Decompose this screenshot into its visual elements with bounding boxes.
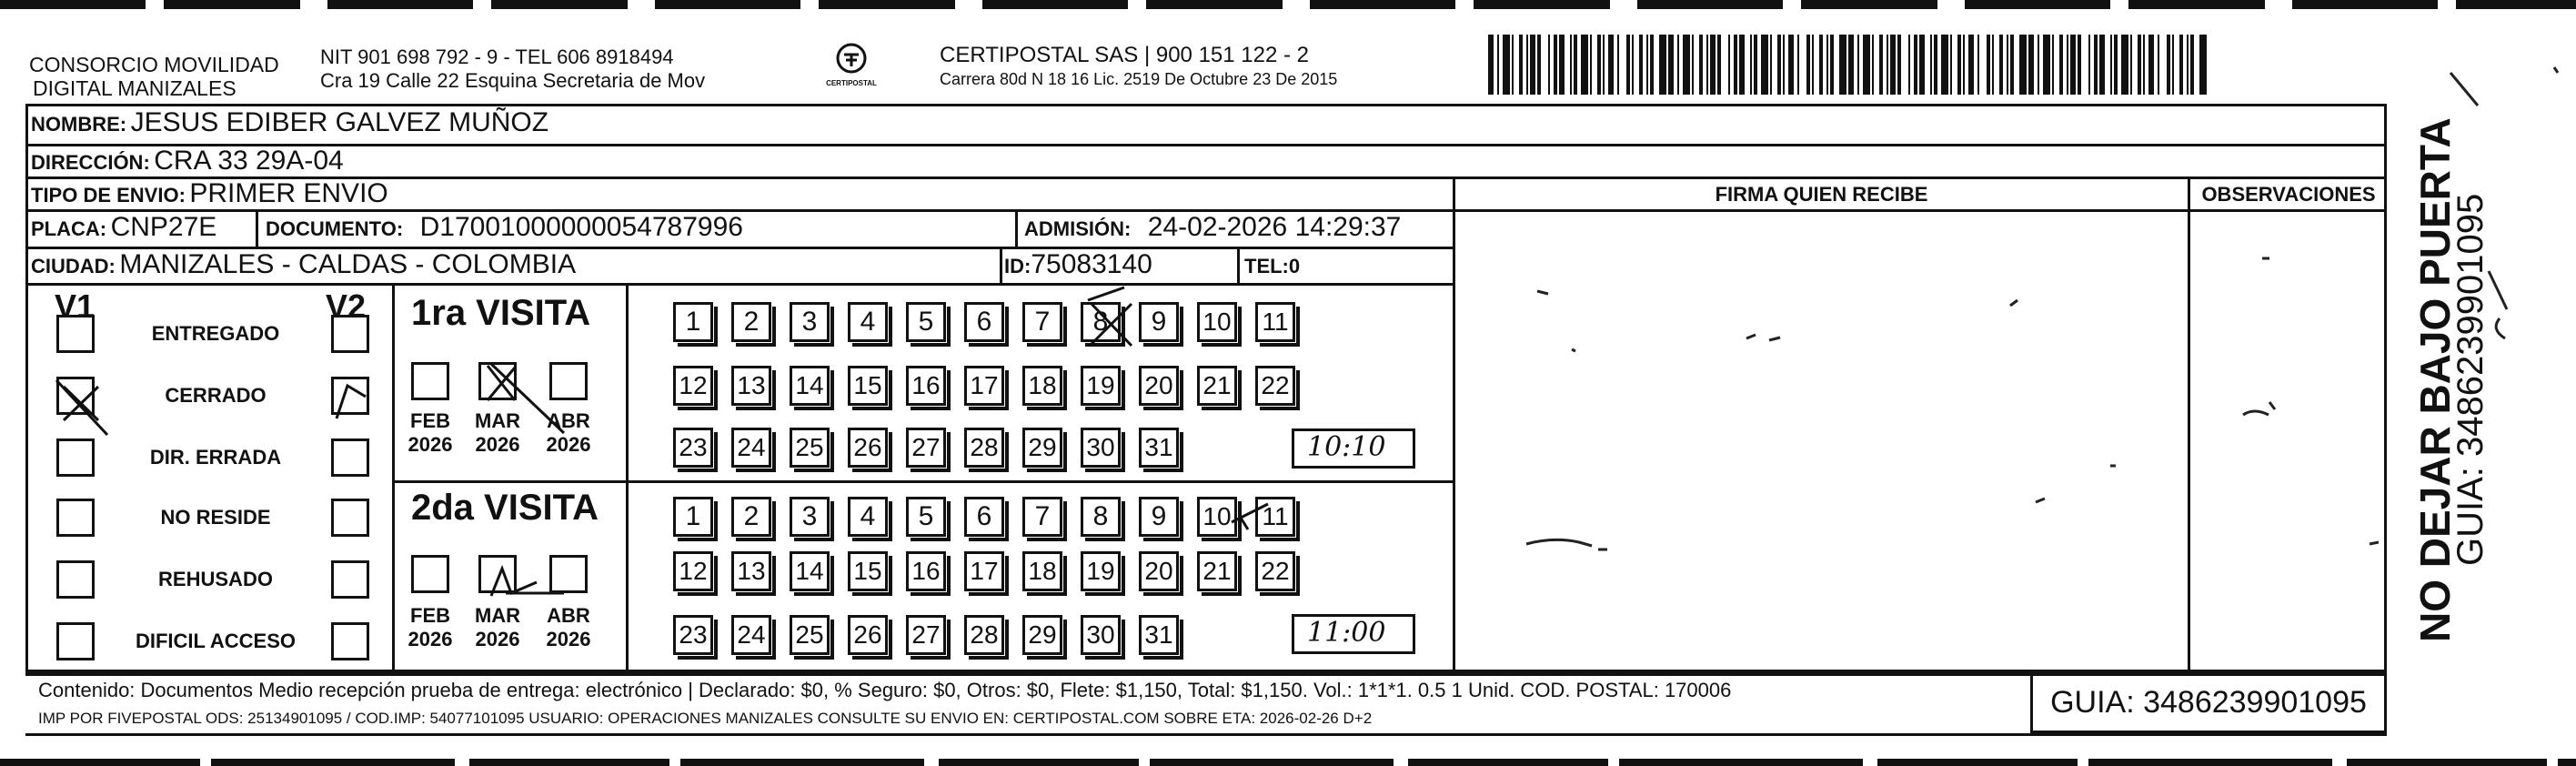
tipo-label: TIPO DE ENVIO: (31, 184, 186, 207)
placa-value: CNP27E (110, 212, 217, 242)
ciudad-value: MANIZALES - CALDAS - COLOMBIA (119, 249, 577, 279)
day-box[interactable]: 26 (848, 428, 888, 468)
direccion-value: CRA 33 29A-04 (154, 146, 344, 176)
contact-line: Cra 19 Calle 22 Esquina Secretaria de Mov (320, 69, 706, 92)
month-year: 2026 (546, 628, 591, 650)
documento-label: DOCUMENTO: (266, 217, 404, 240)
side-warning: NO DEJAR BAJO PUERTA (2411, 117, 2459, 642)
day-box[interactable]: 22 (1255, 366, 1295, 406)
day-box[interactable]: 21 (1197, 366, 1237, 406)
visit2-time: 11:00 (1307, 617, 1386, 649)
month-year: 2026 (408, 628, 453, 650)
month-name: ABR (547, 409, 590, 432)
day-box[interactable]: 9 (1139, 497, 1179, 537)
observaciones-header: OBSERVACIONES (2201, 183, 2376, 206)
day-box[interactable]: 13 (731, 551, 771, 591)
day-box[interactable]: 16 (906, 551, 946, 591)
logo-text: CERTIPOSTAL (826, 79, 877, 87)
day-box[interactable]: 30 (1081, 428, 1121, 468)
day-box[interactable]: 27 (906, 428, 946, 468)
day-box[interactable]: 15 (848, 551, 888, 591)
day-box[interactable]: 24 (731, 428, 771, 468)
tel-label: TEL: (1244, 255, 1289, 277)
month-name: FEB (410, 409, 450, 432)
day-box[interactable]: 19 (1081, 366, 1121, 406)
day-box[interactable]: 25 (790, 615, 830, 655)
visit1-title: 1ra VISITA (411, 293, 591, 333)
ciudad-label: CIUDAD: (31, 255, 116, 277)
day-box[interactable]: 12 (673, 366, 713, 406)
day-box[interactable]: 31 (1139, 428, 1179, 468)
day-box[interactable]: 8 (1081, 497, 1121, 537)
day-box[interactable]: 11 (1255, 497, 1295, 537)
status-option-label: DIFICIL ACCESO (135, 630, 296, 652)
month-year: 2026 (408, 433, 453, 456)
company-line: CONSORCIO MOVILIDAD (29, 53, 279, 76)
day-box[interactable]: 3 (790, 302, 830, 342)
id-value: 75083140 (1031, 249, 1152, 279)
visit1-time: 10:10 (1307, 431, 1386, 463)
month-name: FEB (410, 604, 450, 627)
day-box[interactable]: 7 (1022, 497, 1062, 537)
day-box[interactable]: 5 (906, 497, 946, 537)
day-box[interactable]: 10 (1197, 302, 1237, 342)
day-box[interactable]: 4 (848, 497, 888, 537)
day-box[interactable]: 30 (1081, 615, 1121, 655)
side-guia: GUIA: 3486239901095 (2450, 193, 2490, 566)
company-line: DIGITAL MANIZALES (33, 76, 236, 100)
month-year: 2026 (546, 433, 591, 456)
courier-line: Carrera 80d N 18 16 Lic. 2519 De Octubre 23 De 2015 (940, 70, 1338, 88)
day-box[interactable]: 6 (964, 302, 1004, 342)
day-box[interactable]: 18 (1022, 366, 1062, 406)
id-label: ID: (1004, 255, 1031, 277)
day-box[interactable]: 27 (906, 615, 946, 655)
documento-value: D17001000000054787996 (419, 212, 743, 242)
day-box[interactable]: 11 (1255, 302, 1295, 342)
courier-line: CERTIPOSTAL SAS | 900 151 122 - 2 (940, 43, 1309, 67)
month-year: 2026 (475, 433, 520, 456)
v1-label: V1 (55, 287, 96, 325)
day-box[interactable]: 2 (731, 302, 771, 342)
status-option-label: DIR. ERRADA (149, 446, 282, 469)
v2-label: V2 (326, 287, 367, 325)
day-box[interactable]: 26 (848, 615, 888, 655)
day-box[interactable]: 23 (673, 615, 713, 655)
firma-header: FIRMA QUIEN RECIBE (1715, 183, 1928, 206)
day-box[interactable]: 13 (731, 366, 771, 406)
day-box[interactable]: 31 (1139, 615, 1179, 655)
day-box[interactable]: 24 (731, 615, 771, 655)
day-box[interactable]: 1 (673, 497, 713, 537)
day-box[interactable]: 28 (964, 428, 1004, 468)
tipo-value: PRIMER ENVIO (189, 178, 388, 208)
day-box[interactable]: 12 (673, 551, 713, 591)
status-option-label: ENTREGADO (151, 322, 280, 345)
day-box[interactable]: 20 (1139, 551, 1179, 591)
day-box[interactable]: 17 (964, 366, 1004, 406)
day-box[interactable]: 29 (1022, 428, 1062, 468)
day-box[interactable]: 4 (848, 302, 888, 342)
day-box[interactable]: 28 (964, 615, 1004, 655)
visit2-title: 2da VISITA (411, 488, 599, 528)
day-box[interactable]: 29 (1022, 615, 1062, 655)
month-year: 2026 (475, 628, 520, 650)
month-name: ABR (547, 604, 590, 627)
day-box[interactable]: 1 (673, 302, 713, 342)
nombre-label: NOMBRE: (31, 113, 127, 136)
day-box[interactable]: 6 (964, 497, 1004, 537)
contact-line: NIT 901 698 792 - 9 - TEL 606 8918494 (320, 45, 674, 68)
day-box[interactable]: 8 (1081, 302, 1121, 342)
day-box[interactable]: 20 (1139, 366, 1179, 406)
day-box[interactable]: 25 (790, 428, 830, 468)
day-box[interactable]: 9 (1139, 302, 1179, 342)
day-box[interactable]: 22 (1255, 551, 1295, 591)
day-box[interactable]: 15 (848, 366, 888, 406)
footer-line2: IMP POR FIVEPOSTAL ODS: 25134901095 / COD.IMP: 54077101095 USUARIO: OPERACIONES MANIZALES CONSULTE SU ENVIO EN: CERTIPOSTAL.COM SOBRE ETA: 2026-02-26 D+2 (38, 710, 1373, 727)
direccion-label: DIRECCIÓN: (31, 151, 150, 174)
day-box[interactable]: 23 (673, 428, 713, 468)
status-option-label: CERRADO (165, 384, 267, 407)
tel-value: 0 (1288, 255, 1301, 277)
day-box[interactable]: 2 (731, 497, 771, 537)
footer-line1: Contenido: Documentos Medio recepción prueba de entrega: electrónico | Declarado: $0, % Seguro: $0, Otros: $0, Flete: $1,150, Total: $1,150. Vol.: 1*1*1. 0.5 1 Unid. COD. POSTAL: 170006 (38, 679, 1732, 701)
nombre-value: JESUS EDIBER GALVEZ MUÑOZ (130, 107, 549, 137)
month-name: MAR (474, 409, 521, 432)
day-box[interactable]: 3 (790, 497, 830, 537)
day-box[interactable]: 21 (1197, 551, 1237, 591)
day-box[interactable]: 17 (964, 551, 1004, 591)
day-box[interactable]: 14 (790, 366, 830, 406)
status-option-label: NO RESIDE (160, 506, 271, 529)
admision-label: ADMISIÓN: (1024, 217, 1132, 240)
day-box[interactable]: 5 (906, 302, 946, 342)
day-box[interactable]: 14 (790, 551, 830, 591)
admision-value: 24-02-2026 14:29:37 (1147, 212, 1402, 242)
day-box[interactable]: 7 (1022, 302, 1062, 342)
day-box[interactable]: 19 (1081, 551, 1121, 591)
bottom-tear-edge (0, 759, 2576, 766)
footer-guia: GUIA: 3486239901095 (2050, 685, 2367, 720)
day-box[interactable]: 16 (906, 366, 946, 406)
top-tear-edge (0, 0, 2576, 9)
status-option-label: REHUSADO (158, 568, 273, 590)
month-name: MAR (474, 604, 521, 627)
day-box[interactable]: 10 (1197, 497, 1237, 537)
placa-label: PLACA: (31, 217, 107, 240)
day-box[interactable]: 18 (1022, 551, 1062, 591)
